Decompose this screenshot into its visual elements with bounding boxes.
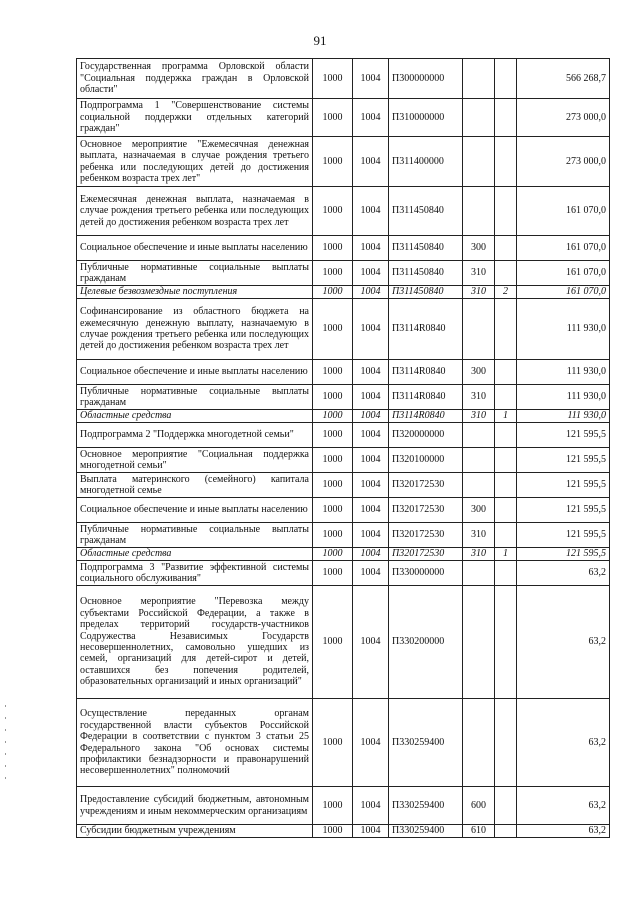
section-code-cell: 1000	[313, 236, 353, 261]
amount-cell: 63,2	[517, 586, 610, 699]
row-name-cell: Подпрограмма 3 "Развитие эффективной системы социального обслуживания"	[77, 561, 313, 586]
subsection-code-cell: 1004	[353, 360, 389, 385]
amount-cell: 273 000,0	[517, 99, 610, 137]
table-row	[77, 498, 610, 523]
row-name-cell: Областные средства	[77, 548, 313, 561]
table-row	[77, 548, 610, 561]
target-article-cell: П330200000	[389, 586, 463, 699]
expense-type-cell	[463, 137, 495, 187]
table-row	[77, 423, 610, 448]
subsection-code-cell: 1004	[353, 787, 389, 825]
target-article-cell: П320172530	[389, 498, 463, 523]
funding-source-cell	[495, 137, 517, 187]
subsection-code-cell: 1004	[353, 523, 389, 548]
amount-cell: 273 000,0	[517, 137, 610, 187]
expense-type-cell: 310	[463, 523, 495, 548]
expense-type-cell: 310	[463, 548, 495, 561]
section-code-cell: 1000	[313, 561, 353, 586]
section-code-cell: 1000	[313, 286, 353, 299]
subsection-code-cell: 1004	[353, 286, 389, 299]
scan-dot	[5, 717, 6, 719]
target-article-cell: П3114R0840	[389, 360, 463, 385]
row-name-cell: Софинансирование из областного бюджета на ежемесячную денежную выплату, назначаемую в случае рождения третьего ребенка или последующих детей до достижения ребенком возраста трех лет	[77, 299, 313, 360]
row-name-cell: Областные средства	[77, 410, 313, 423]
expense-type-cell: 610	[463, 825, 495, 838]
funding-source-cell	[495, 586, 517, 699]
row-name-cell: Основное мероприятие "Социальная поддержка многодетной семьи"	[77, 448, 313, 473]
row-name-cell: Публичные нормативные социальные выплаты гражданам	[77, 261, 313, 286]
table-row	[77, 699, 610, 787]
subsection-code-cell: 1004	[353, 498, 389, 523]
scan-dot	[5, 753, 6, 755]
funding-source-cell	[495, 59, 517, 99]
section-code-cell: 1000	[313, 187, 353, 236]
amount-cell: 161 070,0	[517, 236, 610, 261]
table-row	[77, 410, 610, 423]
table-row	[77, 137, 610, 187]
row-name-cell: Публичные нормативные социальные выплаты гражданам	[77, 523, 313, 548]
funding-source-cell	[495, 385, 517, 410]
scan-dot	[5, 741, 6, 743]
row-name-cell: Осуществление переданных органам государственной власти субъектов Российской Федерации в соответствии с пунктом 3 статьи 25 Федерального закона "Об основах системы профилактики безнадзорности и правонарушений несовершеннолетних" полномочий	[77, 699, 313, 787]
subsection-code-cell: 1004	[353, 385, 389, 410]
funding-source-cell	[495, 561, 517, 586]
target-article-cell: П3114R0840	[389, 299, 463, 360]
subsection-code-cell: 1004	[353, 137, 389, 187]
subsection-code-cell: 1004	[353, 825, 389, 838]
subsection-code-cell: 1004	[353, 548, 389, 561]
amount-cell: 63,2	[517, 561, 610, 586]
amount-cell: 111 930,0	[517, 360, 610, 385]
expense-type-cell: 600	[463, 787, 495, 825]
section-code-cell: 1000	[313, 787, 353, 825]
funding-source-cell	[495, 423, 517, 448]
expense-type-cell: 310	[463, 410, 495, 423]
amount-cell: 63,2	[517, 699, 610, 787]
row-name-cell: Ежемесячная денежная выплата, назначаемая в случае рождения третьего ребенка или последующих детей до достижения ребенком возраста трех лет	[77, 187, 313, 236]
funding-source-cell	[495, 498, 517, 523]
funding-source-cell	[495, 187, 517, 236]
amount-cell: 63,2	[517, 825, 610, 838]
target-article-cell: П3114R0840	[389, 385, 463, 410]
scan-dot	[5, 705, 6, 707]
section-code-cell: 1000	[313, 385, 353, 410]
subsection-code-cell: 1004	[353, 410, 389, 423]
expense-type-cell: 310	[463, 286, 495, 299]
amount-cell: 121 595,5	[517, 498, 610, 523]
row-name-cell: Основное мероприятие "Перевозка между субъектами Российской Федерации, а также в пределах территорий государств-участников Содружества Независимых Государств несовершеннолетних, самовольно ушедших из семей, организаций для детей-сирот и детей, оставшихся без попечения родителей, образовательных организаций и иных организаций"	[77, 586, 313, 699]
subsection-code-cell: 1004	[353, 473, 389, 498]
expense-type-cell	[463, 448, 495, 473]
scan-dot	[5, 765, 6, 767]
row-name-cell: Выплата материнского (семейного) капитала многодетной семье	[77, 473, 313, 498]
expense-type-cell	[463, 187, 495, 236]
table-row	[77, 787, 610, 825]
scan-dot	[5, 777, 6, 779]
funding-source-cell	[495, 360, 517, 385]
section-code-cell: 1000	[313, 586, 353, 699]
subsection-code-cell: 1004	[353, 236, 389, 261]
table-row	[77, 825, 610, 838]
funding-source-cell	[495, 99, 517, 137]
section-code-cell: 1000	[313, 498, 353, 523]
subsection-code-cell: 1004	[353, 561, 389, 586]
amount-cell: 161 070,0	[517, 286, 610, 299]
section-code-cell: 1000	[313, 423, 353, 448]
funding-source-cell	[495, 261, 517, 286]
amount-cell: 161 070,0	[517, 187, 610, 236]
expense-type-cell: 310	[463, 385, 495, 410]
funding-source-cell: 2	[495, 286, 517, 299]
section-code-cell: 1000	[313, 825, 353, 838]
target-article-cell: П320172530	[389, 473, 463, 498]
funding-source-cell	[495, 523, 517, 548]
subsection-code-cell: 1004	[353, 99, 389, 137]
target-article-cell: П300000000	[389, 59, 463, 99]
expense-type-cell: 300	[463, 498, 495, 523]
target-article-cell: П311450840	[389, 236, 463, 261]
table-row	[77, 236, 610, 261]
subsection-code-cell: 1004	[353, 448, 389, 473]
row-name-cell: Социальное обеспечение и иные выплаты населению	[77, 236, 313, 261]
target-article-cell: П311450840	[389, 187, 463, 236]
row-name-cell: Социальное обеспечение и иные выплаты населению	[77, 360, 313, 385]
table-row	[77, 261, 610, 286]
funding-source-cell: 1	[495, 548, 517, 561]
target-article-cell: П330000000	[389, 561, 463, 586]
table-body	[77, 59, 610, 838]
expense-type-cell	[463, 561, 495, 586]
table-row	[77, 299, 610, 360]
row-name-cell: Подпрограмма 2 "Поддержка многодетной семьи"	[77, 423, 313, 448]
expense-type-cell	[463, 699, 495, 787]
section-code-cell: 1000	[313, 299, 353, 360]
expense-type-cell	[463, 586, 495, 699]
target-article-cell: П320000000	[389, 423, 463, 448]
section-code-cell: 1000	[313, 473, 353, 498]
table-row	[77, 286, 610, 299]
funding-source-cell	[495, 473, 517, 498]
table-row	[77, 360, 610, 385]
target-article-cell: П320100000	[389, 448, 463, 473]
section-code-cell: 1000	[313, 523, 353, 548]
subsection-code-cell: 1004	[353, 586, 389, 699]
funding-source-cell	[495, 699, 517, 787]
row-name-cell: Социальное обеспечение и иные выплаты населению	[77, 498, 313, 523]
section-code-cell: 1000	[313, 137, 353, 187]
amount-cell: 111 930,0	[517, 410, 610, 423]
target-article-cell: П330259400	[389, 699, 463, 787]
amount-cell: 121 595,5	[517, 523, 610, 548]
amount-cell: 63,2	[517, 787, 610, 825]
expense-type-cell	[463, 423, 495, 448]
amount-cell: 111 930,0	[517, 299, 610, 360]
subsection-code-cell: 1004	[353, 261, 389, 286]
subsection-code-cell: 1004	[353, 187, 389, 236]
funding-source-cell: 1	[495, 410, 517, 423]
section-code-cell: 1000	[313, 59, 353, 99]
target-article-cell: П311400000	[389, 137, 463, 187]
section-code-cell: 1000	[313, 699, 353, 787]
section-code-cell: 1000	[313, 548, 353, 561]
page-number: 91	[313, 33, 327, 48]
expense-type-cell	[463, 59, 495, 99]
row-name-cell: Подпрограмма 1 "Совершенствование системы социальной поддержки отдельных категорий граждан"	[77, 99, 313, 137]
expense-type-cell: 310	[463, 261, 495, 286]
row-name-cell: Субсидии бюджетным учреждениям	[77, 825, 313, 838]
amount-cell: 121 595,5	[517, 473, 610, 498]
row-name-cell: Публичные нормативные социальные выплаты гражданам	[77, 385, 313, 410]
scan-dot	[5, 729, 6, 731]
section-code-cell: 1000	[313, 261, 353, 286]
subsection-code-cell: 1004	[353, 423, 389, 448]
table-row	[77, 385, 610, 410]
section-code-cell: 1000	[313, 360, 353, 385]
section-code-cell: 1000	[313, 410, 353, 423]
table-row	[77, 59, 610, 99]
expense-type-cell: 300	[463, 236, 495, 261]
amount-cell: 111 930,0	[517, 385, 610, 410]
amount-cell: 121 595,5	[517, 448, 610, 473]
amount-cell: 121 595,5	[517, 548, 610, 561]
target-article-cell: П320172530	[389, 523, 463, 548]
row-name-cell: Целевые безвозмездные поступления	[77, 286, 313, 299]
amount-cell: 566 268,7	[517, 59, 610, 99]
target-article-cell: П311450840	[389, 286, 463, 299]
section-code-cell: 1000	[313, 99, 353, 137]
target-article-cell: П310000000	[389, 99, 463, 137]
table-row	[77, 473, 610, 498]
target-article-cell: П330259400	[389, 825, 463, 838]
funding-source-cell	[495, 236, 517, 261]
table-row	[77, 523, 610, 548]
funding-source-cell	[495, 825, 517, 838]
amount-cell: 161 070,0	[517, 261, 610, 286]
budget-table	[76, 58, 610, 838]
funding-source-cell	[495, 299, 517, 360]
funding-source-cell	[495, 448, 517, 473]
subsection-code-cell: 1004	[353, 299, 389, 360]
table-row	[77, 99, 610, 137]
row-name-cell: Предоставление субсидий бюджетным, автономным учреждениям и иным некоммерческим организациям	[77, 787, 313, 825]
subsection-code-cell: 1004	[353, 59, 389, 99]
section-code-cell: 1000	[313, 448, 353, 473]
target-article-cell: П3114R0840	[389, 410, 463, 423]
table-row	[77, 586, 610, 699]
expense-type-cell	[463, 473, 495, 498]
row-name-cell: Основное мероприятие "Ежемесячная денежная выплата, назначаемая в случае рождения третьего ребенка или последующих детей до достижения ребенком возраста трех лет"	[77, 137, 313, 187]
table-row	[77, 187, 610, 236]
target-article-cell: П320172530	[389, 548, 463, 561]
target-article-cell: П311450840	[389, 261, 463, 286]
table-row	[77, 561, 610, 586]
amount-cell: 121 595,5	[517, 423, 610, 448]
expense-type-cell: 300	[463, 360, 495, 385]
table-row	[77, 448, 610, 473]
funding-source-cell	[495, 787, 517, 825]
expense-type-cell	[463, 99, 495, 137]
row-name-cell: Государственная программа Орловской области "Социальная поддержка граждан в Орловской области"	[77, 59, 313, 99]
expense-type-cell	[463, 299, 495, 360]
subsection-code-cell: 1004	[353, 699, 389, 787]
target-article-cell: П330259400	[389, 787, 463, 825]
